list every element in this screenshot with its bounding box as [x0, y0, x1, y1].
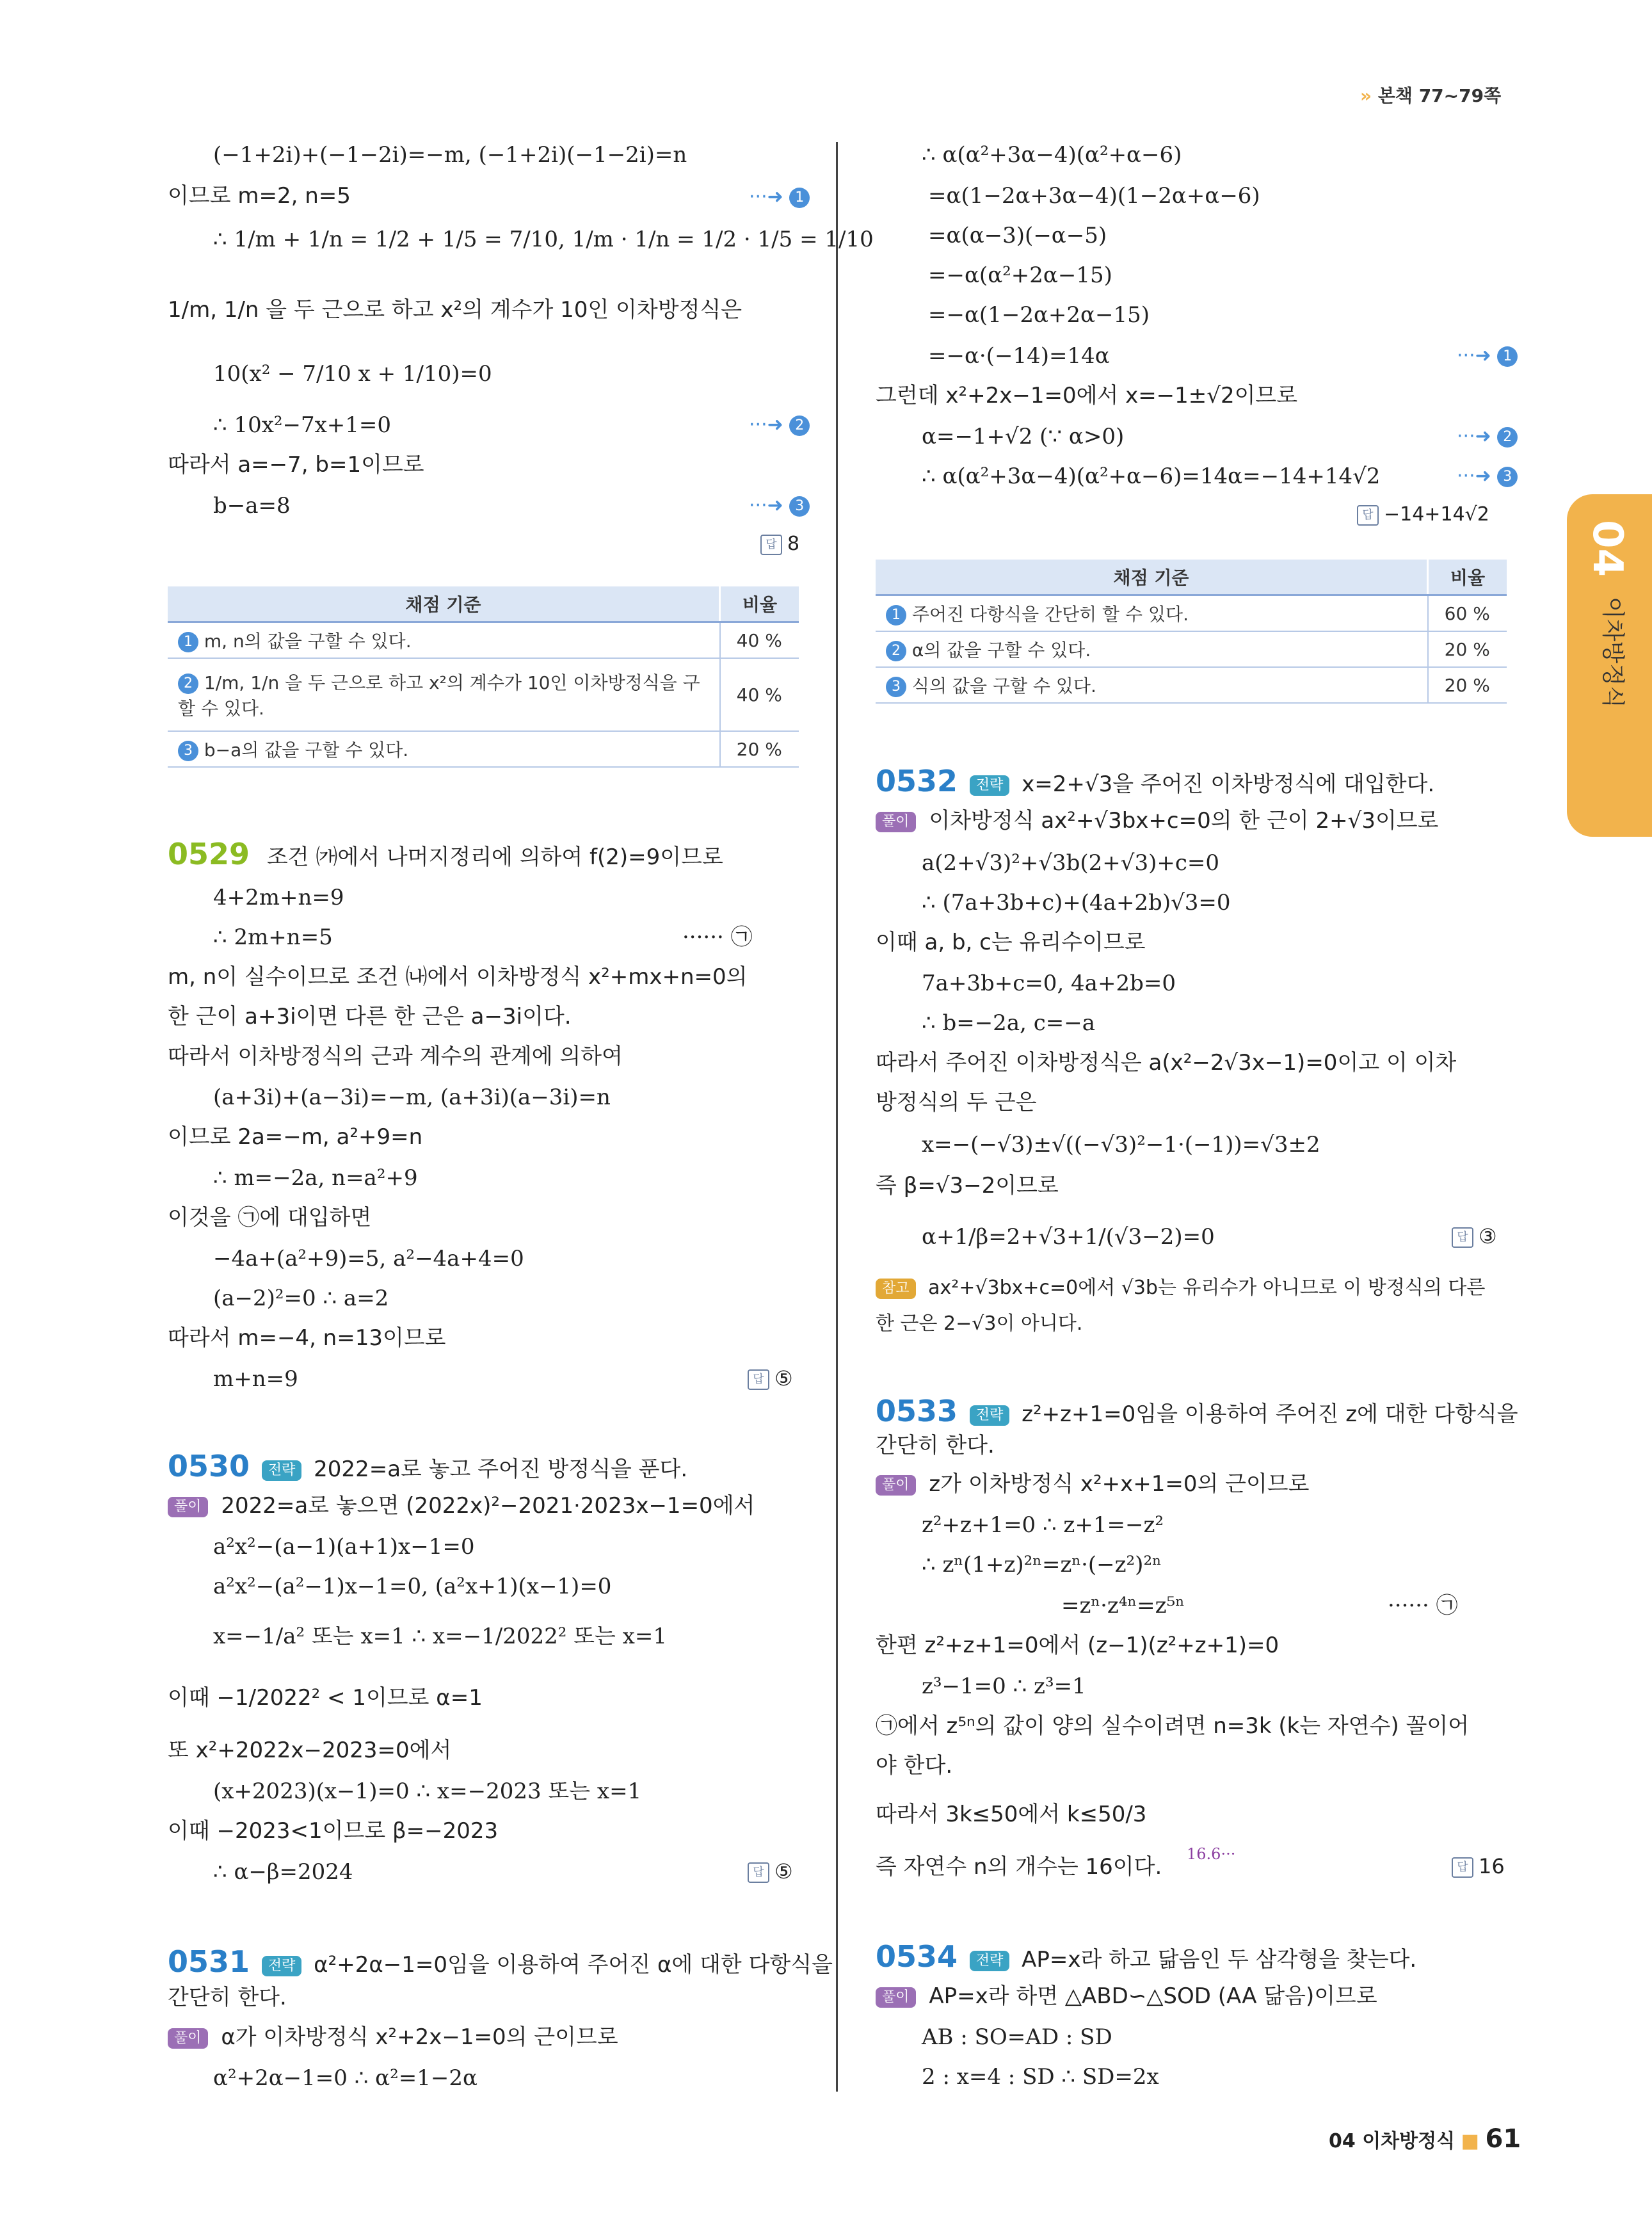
text-line: 한편 z²+z+1=0에서 (z−1)(z²+z+1)=0 — [876, 1633, 1279, 1658]
solution-line: 풀이 α가 이차방정식 x²+2x−1=0의 근이므로 — [168, 2023, 618, 2051]
eq-line: 4+2m+n=9 — [213, 885, 344, 910]
solution-line: 풀이 2022=a로 놓으면 (2022x)²−2021·2023x−1=0에서 — [168, 1492, 755, 1520]
solution-tag: 풀이 — [876, 1475, 916, 1496]
text-line: 이때 a, b, c는 유리수이므로 — [876, 930, 1146, 955]
text-line: ㉠에서 z⁵ⁿ의 값이 양의 실수이려면 n=3k (k는 자연수) 꼴이어 — [876, 1713, 1470, 1739]
table-row: 1 m, n의 값을 구할 수 있다. 40 % — [168, 622, 799, 659]
text-line: 따라서 3k≤50에서 k≤50/3 — [876, 1802, 1147, 1827]
text-line: 이므로 2a=−m, a²+9=n — [168, 1124, 423, 1150]
step-marker-2: ···➜ 2 — [1457, 425, 1518, 448]
step-marker-1: ···➜ 1 — [749, 186, 810, 208]
solution-tag: 풀이 — [168, 2028, 208, 2049]
text-line: 따라서 a=−7, b=1이므로 — [168, 452, 424, 478]
page-number: 61 — [1485, 2124, 1521, 2154]
text-line: 즉 자연수 n의 개수는 16이다. — [876, 1854, 1162, 1880]
eq-line: =−α(1−2α+2α−15) — [928, 302, 1150, 328]
question-number: 0531 — [168, 1944, 250, 1979]
question-0531: 0531 전략 α²+2α−1=0임을 이용하여 주어진 α에 대한 다항식을 — [168, 1944, 833, 1979]
answer-box: 답 ⑤ — [748, 1366, 793, 1391]
eq-line: α+1/β=2+√3+1/(√3−2)=0 — [922, 1224, 1215, 1250]
eq-line: m+n=9 — [213, 1366, 298, 1392]
solution-tag: 풀이 — [876, 812, 916, 832]
text-line: 이때 −1/2022² < 1이므로 α=1 — [168, 1685, 483, 1711]
eq-line: ∴ α(α²+3α−4)(α²+α−6)=14α=−14+14√2 — [922, 464, 1381, 489]
question-0532: 0532 전략 x=2+√3을 주어진 이차방정식에 대입한다. — [876, 764, 1435, 798]
eq-line: ∴ 1/m + 1/n = 1/2 + 1/5 = 7/10, 1/m · 1/n = 1/2 · 1/5 = 1/10 — [213, 227, 874, 252]
eq-line: 10(x² − 7/10 x + 1/10)=0 — [213, 361, 492, 387]
solution-line: 풀이 z가 이차방정식 x²+x+1=0의 근이므로 — [876, 1470, 1309, 1498]
text-line: 따라서 주어진 이차방정식은 a(x²−2√3x−1)=0이고 이 이차 — [876, 1050, 1457, 1076]
question-number: 0529 — [168, 837, 250, 871]
answer-icon: 답 — [1452, 1857, 1473, 1878]
eq-line: ∴ α(α²+3α−4)(α²+α−6) — [922, 142, 1182, 168]
eq-line: ∴ b=−2a, c=−a — [922, 1010, 1095, 1036]
eq-line: (x+2023)(x−1)=0 ∴ x=−2023 또는 x=1 — [213, 1779, 642, 1804]
text-line: 이것을 ㉠에 대입하면 — [168, 1205, 372, 1230]
strategy-tag: 전략 — [970, 1405, 1010, 1426]
answer-icon: 답 — [760, 535, 782, 555]
eq-line: b−a=8 — [213, 493, 291, 519]
column-divider — [836, 142, 838, 2092]
text-line: 한 근이 a+3i이면 다른 한 근은 a−3i이다. — [168, 1004, 572, 1029]
eq-line: ∴ 10x²−7x+1=0 — [213, 412, 392, 438]
answer-box: 답 16 — [1452, 1854, 1505, 1878]
eq-line: α²+2α−1=0 ∴ α²=1−2α — [213, 2065, 477, 2091]
footer-chapter: 04 이차방정식 — [1329, 2130, 1456, 2152]
eq-line: x=−1/a² 또는 x=1 ∴ x=−1/2022² 또는 x=1 — [213, 1624, 667, 1649]
question-number: 0532 — [876, 764, 958, 798]
eq-line: a²x²−(a²−1)x−1=0, (a²x+1)(x−1)=0 — [213, 1574, 612, 1599]
equation-tag: ······ ㉠ — [682, 924, 753, 950]
question-number: 0530 — [168, 1449, 250, 1483]
eq-line: α=−1+√2 (∵ α>0) — [922, 424, 1125, 449]
eq-line: 2 : x=4 : SD ∴ SD=2x — [922, 2064, 1159, 2090]
eq-line: =zⁿ·z⁴ⁿ=z⁵ⁿ — [1061, 1593, 1185, 1618]
grading-table-1 — [168, 586, 799, 768]
table-header: 채점 기준 — [876, 560, 1428, 595]
strategy-tag: 전략 — [262, 1956, 302, 1976]
step-marker-3: ···➜ 3 — [1457, 465, 1518, 487]
note-line: 한 근은 2−√3이 아니다. — [876, 1312, 1083, 1335]
eq-line: −4a+(a²+9)=5, a²−4a+4=0 — [213, 1246, 524, 1271]
text-line: 따라서 이차방정식의 근과 계수의 관계에 의하여 — [168, 1044, 623, 1069]
text-line: 따라서 m=−4, n=13이므로 — [168, 1325, 446, 1351]
eq-line: ∴ zⁿ(1+z)²ⁿ=zⁿ·(−z²)²ⁿ — [922, 1552, 1162, 1577]
table-row: 1 주어진 다항식을 간단히 할 수 있다. 60 % — [876, 595, 1507, 632]
answer-box: 답 8 — [760, 533, 799, 555]
table-header: 비율 — [720, 586, 799, 622]
text-line: m, n이 실수이므로 조건 ㈏에서 이차방정식 x²+mx+n=0의 — [168, 964, 748, 990]
strategy-tag: 전략 — [262, 1460, 302, 1481]
answer-box: 답 −14+14√2 — [1357, 503, 1489, 526]
eq-line: a²x²−(a−1)(a+1)x−1=0 — [213, 1534, 475, 1560]
eq-line: (a−2)²=0 ∴ a=2 — [213, 1286, 389, 1311]
text-line: 즉 β=√3−2이므로 — [876, 1173, 1059, 1198]
table-row: 2 1/m, 1/n 을 두 근으로 하고 x²의 계수가 10인 이차방정식을 구할 수 있다. 40 % — [168, 658, 799, 731]
solution-tag: 풀이 — [876, 1987, 916, 2008]
solution-tag: 풀이 — [168, 1497, 208, 1517]
eq-line: ∴ (7a+3b+c)+(4a+2b)√3=0 — [922, 890, 1231, 916]
eq-line: ∴ m=−2a, n=a²+9 — [213, 1165, 418, 1191]
equation-tag: ······ ㉠ — [1388, 1593, 1458, 1618]
answer-icon: 답 — [748, 1862, 769, 1883]
answer-icon: 답 — [1452, 1227, 1473, 1248]
question-number: 0533 — [876, 1394, 958, 1428]
text-line: 그런데 x²+2x−1=0에서 x=−1±√2이므로 — [876, 383, 1298, 408]
grading-table-2 — [876, 560, 1507, 704]
question-0533: 0533 전략 z²+z+1=0임을 이용하여 주어진 z에 대한 다항식을 — [876, 1394, 1518, 1428]
eq-line: a(2+√3)²+√3b(2+√3)+c=0 — [922, 850, 1219, 876]
answer-icon: 답 — [748, 1369, 769, 1390]
text-line: 또 x²+2022x−2023=0에서 — [168, 1738, 452, 1763]
answer-icon: 답 — [1357, 505, 1379, 526]
solution-line: 풀이 AP=x라 하면 △ABD∽△SOD (AA 닮음)이므로 — [876, 1982, 1377, 2010]
annotation: 16.6··· — [1187, 1845, 1236, 1863]
text-line: 이므로 m=2, n=5 — [168, 183, 351, 209]
footer: 04 이차방정식 ■ 61 — [1329, 2124, 1521, 2154]
eq-line: z³−1=0 ∴ z³=1 — [922, 1674, 1086, 1699]
step-marker-3: ···➜ 3 — [749, 494, 810, 517]
eq-line: =α(1−2α+3α−4)(1−2α+α−6) — [928, 183, 1260, 209]
eq-line: (−1+2i)+(−1−2i)=−m, (−1+2i)(−1−2i)=n — [213, 142, 687, 168]
answer-box: 답 ⑤ — [748, 1859, 793, 1884]
text-line: 1/m, 1/n 을 두 근으로 하고 x²의 계수가 10인 이차방정식은 — [168, 297, 742, 323]
solution-line: 풀이 이차방정식 ax²+√3bx+c=0의 한 근이 2+√3이므로 — [876, 807, 1438, 835]
eq-line: =α(α−3)(−α−5) — [928, 223, 1107, 248]
chapter-side-tab[interactable] — [1567, 494, 1652, 837]
eq-line: ∴ α−β=2024 — [213, 1859, 353, 1885]
table-header: 채점 기준 — [168, 586, 720, 622]
text-line: 방정식의 두 근은 — [876, 1090, 1037, 1115]
eq-line: 7a+3b+c=0, 4a+2b=0 — [922, 971, 1176, 996]
strategy-tag: 전략 — [970, 775, 1010, 796]
question-0529: 0529 조건 ㈎에서 나머지정리에 의하여 f(2)=9이므로 — [168, 837, 723, 871]
strategy-tag: 전략 — [970, 1951, 1010, 1971]
text-line: 야 한다. — [876, 1753, 953, 1779]
eq-line: z²+z+1=0 ∴ z+1=−z² — [922, 1512, 1164, 1538]
eq-line: =−α·(−14)=14α — [928, 343, 1110, 369]
text-line: 이때 −2023<1이므로 β=−2023 — [168, 1818, 499, 1844]
eq-line: =−α(α²+2α−15) — [928, 262, 1112, 288]
text-line: 간단히 한다. — [876, 1433, 995, 1458]
note-line: 참고 ax²+√3bx+c=0에서 √3b는 유리수가 아니므로 이 방정식의 다른 — [876, 1274, 1485, 1302]
table-header: 비율 — [1428, 560, 1507, 595]
question-0534: 0534 전략 AP=x라 하고 닮음인 두 삼각형을 찾는다. — [876, 1939, 1417, 1974]
answer-box: 답 ③ — [1452, 1224, 1497, 1248]
note-tag: 참고 — [876, 1279, 916, 1299]
table-row: 3 b−a의 값을 구할 수 있다. 20 % — [168, 731, 799, 767]
question-0530: 0530 전략 2022=a로 놓고 주어진 방정식을 푼다. — [168, 1449, 688, 1483]
eq-line: ∴ 2m+n=5 — [213, 924, 333, 950]
page-reference: » 본책 77~79쪽 — [1360, 85, 1502, 106]
step-marker-1: ···➜ 1 — [1457, 344, 1518, 367]
chapter-number: 04 — [1584, 520, 1631, 577]
text-line: 간단히 한다. — [168, 1985, 287, 2010]
step-marker-2: ···➜ 2 — [749, 414, 810, 436]
table-row: 2 α의 값을 구할 수 있다. 20 % — [876, 631, 1507, 667]
eq-line: (a+3i)+(a−3i)=−m, (a+3i)(a−3i)=n — [213, 1085, 611, 1110]
chapter-title: 이차방정식 — [1600, 597, 1626, 708]
question-number: 0534 — [876, 1939, 958, 1974]
eq-line: x=−(−√3)±√((−√3)²−1·(−1))=√3±2 — [922, 1132, 1320, 1158]
eq-line: AB : SO=AD : SD — [922, 2024, 1112, 2050]
table-row: 3 식의 값을 구할 수 있다. 20 % — [876, 667, 1507, 703]
